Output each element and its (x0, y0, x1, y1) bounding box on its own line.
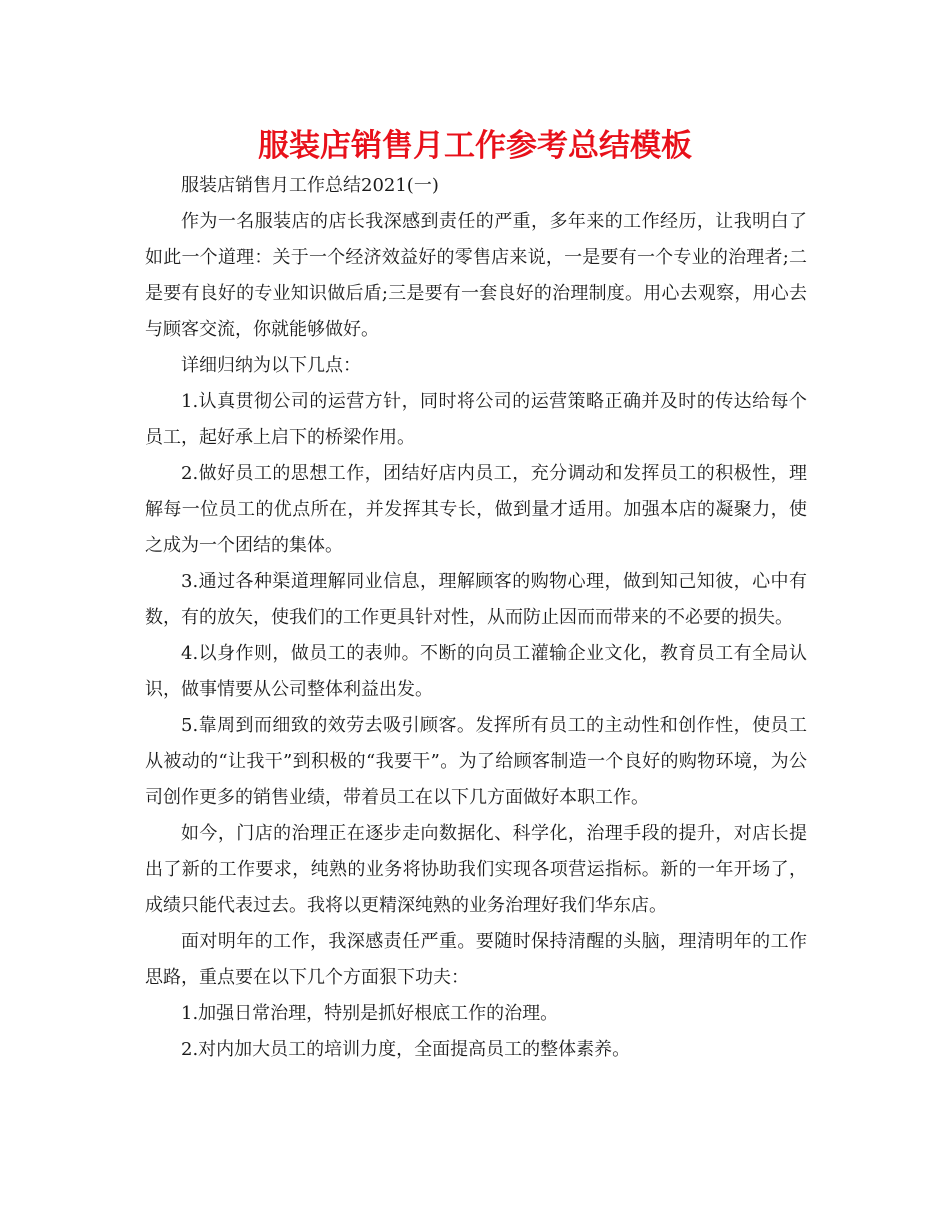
document-title: 服装店销售月工作参考总结模板 (258, 128, 692, 164)
paragraph-plan-2: 2.对内加大员工的培训力度，全面提高员工的整体素养。 (181, 1039, 631, 1060)
paragraph-current-state: 如今，门店的治理正在逐步走向数据化、科学化，治理手段的提升，对店长提出了新的工作要求，纯熟的业务将协助我们实现各项营运指标。新的一年开场了，成绩只能代表过去。我将以更精深纯熟的业务治理好我们华东店。 (145, 823, 807, 916)
document-body (145, 168, 807, 1068)
paragraph-summary-heading: 详细归纳为以下几点： (181, 355, 361, 376)
paragraph-point-2: 2.做好员工的思想工作，团结好店内员工，充分调动和发挥员工的积极性，理解每一位员工的优点所在，并发挥其专长，做到量才适用。加强本店的凝聚力，使之成为一个团结的集体。 (145, 463, 807, 556)
paragraph-subtitle: 服装店销售月工作总结2021(一) (181, 175, 439, 196)
paragraph-point-4: 4.以身作则，做员工的表帅。不断的向员工灌输企业文化，教育员工有全局认识，做事情要从公司整体利益出发。 (145, 643, 807, 700)
paragraph-next-year: 面对明年的工作，我深感责任严重。要随时保持清醒的头脑，理清明年的工作思路，重点要在以下几个方面狠下功夫： (145, 931, 807, 988)
paragraph-point-5: 5.靠周到而细致的效劳去吸引顾客。发挥所有员工的主动性和创作性，使员工从被动的“让我干”到积极的“我要干”。为了给顾客制造一个良好的购物环境，为公司创作更多的销售业绩，带着员工在以下几方面做好本职工作。 (145, 715, 807, 808)
paragraph-intro: 作为一名服装店的店长我深感到责任的严重，多年来的工作经历，让我明白了如此一个道理：关于一个经济效益好的零售店来说，一是要有一个专业的治理者;二是要有良好的专业知识做后盾;三是要有一套良好的治理制度。用心去观察，用心去与顾客交流，你就能够做好。 (145, 211, 807, 340)
paragraph-plan-1: 1.加强日常治理，特别是抓好根底工作的治理。 (181, 1003, 559, 1024)
paragraph-point-1: 1.认真贯彻公司的运营方针，同时将公司的运营策略正确并及时的传达给每个员工，起好承上启下的桥梁作用。 (145, 391, 807, 448)
paragraph-point-3: 3.通过各种渠道理解同业信息，理解顾客的购物心理，做到知己知彼，心中有数，有的放矢，使我们的工作更具针对性，从而防止因而而带来的不必要的损失。 (145, 571, 807, 628)
